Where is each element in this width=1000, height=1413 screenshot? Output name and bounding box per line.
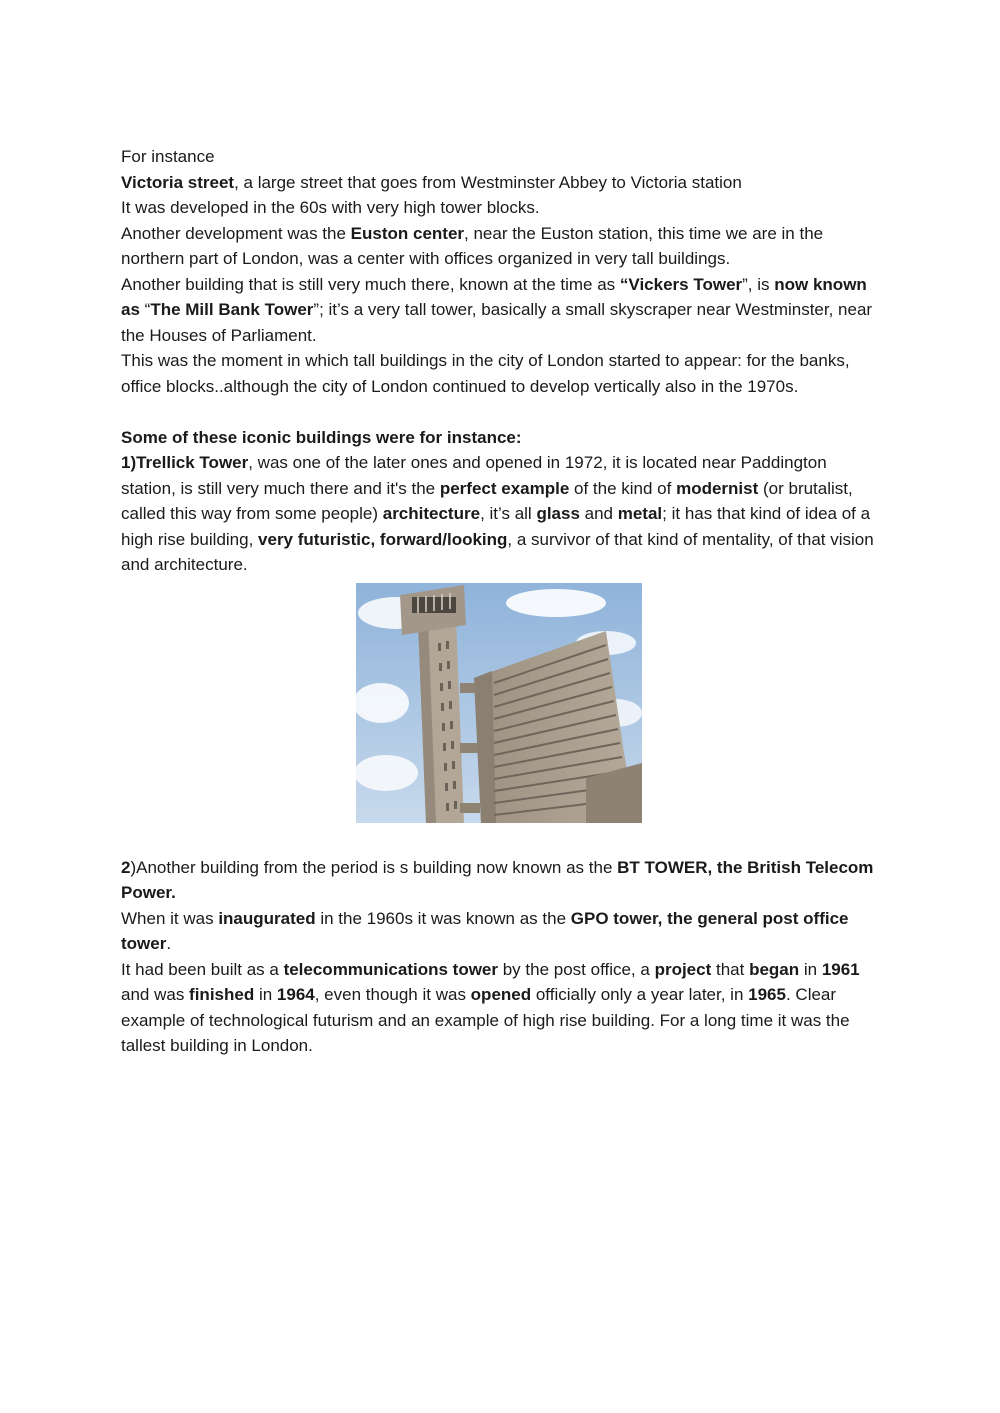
text-run: It was developed in the 60s with very high tower blocks. — [121, 198, 540, 217]
text-run: , near the Euston station, this time we are in the northern part of London, was a center with offices organized in very tall buildings. — [121, 223, 824, 268]
text-run: that — [711, 959, 750, 979]
text-run: inaugurated — [218, 908, 316, 928]
paragraph-euston-center — [121, 221, 876, 272]
paragraph-tall-buildings — [121, 348, 876, 399]
text-run: glass — [536, 504, 580, 523]
text-run: 1961 — [821, 959, 860, 979]
text-run: , a survivor of that kind of mentality, of that vision and architecture. — [121, 529, 874, 574]
text-run: by the post office, a — [498, 959, 655, 979]
paragraph-gpo-tower — [121, 906, 876, 957]
text-run: metal — [617, 504, 663, 523]
text-run: finished — [189, 985, 255, 1004]
spacer — [121, 823, 876, 855]
paragraph-telecommunications — [121, 957, 876, 1059]
text-run: “Vickers Tower — [619, 274, 743, 294]
text-run: ”; it’s a very tall tower, basically a small skyscraper near Westminster, near the Houses of Parliament. — [121, 300, 873, 345]
figure-trellick-tower — [121, 583, 876, 823]
text-run: It had been built as a — [121, 959, 284, 979]
paragraph-victoria-street — [121, 170, 876, 196]
paragraph-intro — [121, 144, 876, 170]
text-run: 2 — [121, 857, 131, 877]
text-run: , was one of the later ones and opened in 1972, it is located near Paddington station, is still very much there and it's the — [121, 453, 827, 498]
text-run: in — [254, 985, 277, 1004]
text-run: project — [654, 959, 712, 979]
text-run: ”, is — [742, 274, 775, 294]
paragraph-trellick-tower — [121, 450, 876, 578]
section-heading: Some of these iconic buildings were for instance: — [121, 427, 522, 447]
text-run: now known as — [121, 274, 867, 319]
text-run: , it’s all — [480, 504, 537, 523]
text-run: and — [579, 504, 618, 523]
text-run: officially only a year later, in — [531, 985, 749, 1004]
paragraph-developed — [121, 195, 876, 221]
text-run: (or brutalist, called this way from some people) — [121, 478, 853, 523]
text-run: BT TOWER, the British Telecom Power. — [121, 857, 874, 902]
text-run: of the kind of — [569, 478, 677, 498]
text-run: For instance — [121, 147, 215, 166]
text-run: Another building that is still very much there, known at the time as — [121, 274, 620, 294]
text-run: 1)Trellick Tower — [121, 453, 249, 472]
text-run: telecommunications tower — [283, 959, 498, 979]
text-run: The Mill Bank Tower — [150, 300, 314, 319]
text-run: . — [166, 934, 172, 953]
spacer — [121, 399, 876, 425]
text-run: Victoria street — [121, 172, 235, 192]
text-run: . Clear example of technological futurism and an example of high rise building. For a long time it was the tallest building in London. — [121, 985, 850, 1055]
paragraph-bt-tower — [121, 855, 876, 906]
intro-section — [121, 144, 876, 399]
text-run: When it was — [121, 908, 219, 928]
text-run: very futuristic, forward/looking — [258, 529, 508, 549]
trellick-tower-photo — [356, 583, 642, 823]
text-run: GPO tower, the general post office tower — [121, 908, 849, 953]
text-run: and was — [121, 985, 190, 1004]
paragraph-vickers-tower — [121, 272, 876, 349]
text-run: Euston center — [350, 223, 465, 243]
text-run: opened — [470, 985, 532, 1004]
bt-tower-section — [121, 855, 876, 1059]
text-run: 1964 — [276, 985, 315, 1004]
text-run: began — [749, 959, 800, 979]
text-run: This was the moment in which tall buildings in the city of London started to appear: for the banks, office blocks..although the city of London continued to develop vertically also in the 1970s. — [121, 351, 850, 396]
text-run: , even though it was — [314, 985, 471, 1004]
text-run: )Another building from the period is s building now known as the — [130, 857, 618, 877]
text-run: in — [799, 959, 822, 979]
text-run: “ — [144, 300, 151, 319]
text-run: ; it has that kind of idea of a high rise building, — [121, 504, 871, 549]
document-page — [121, 144, 876, 1059]
text-run: , a large street that goes from Westminster Abbey to Victoria station — [234, 172, 742, 192]
text-run: perfect example — [439, 478, 570, 498]
text-run: architecture — [382, 504, 481, 523]
text-run: in the 1960s it was known as the — [315, 908, 571, 928]
text-run: Another development was the — [121, 223, 351, 243]
text-run: 1965 — [748, 985, 786, 1004]
text-run: modernist — [676, 478, 759, 498]
